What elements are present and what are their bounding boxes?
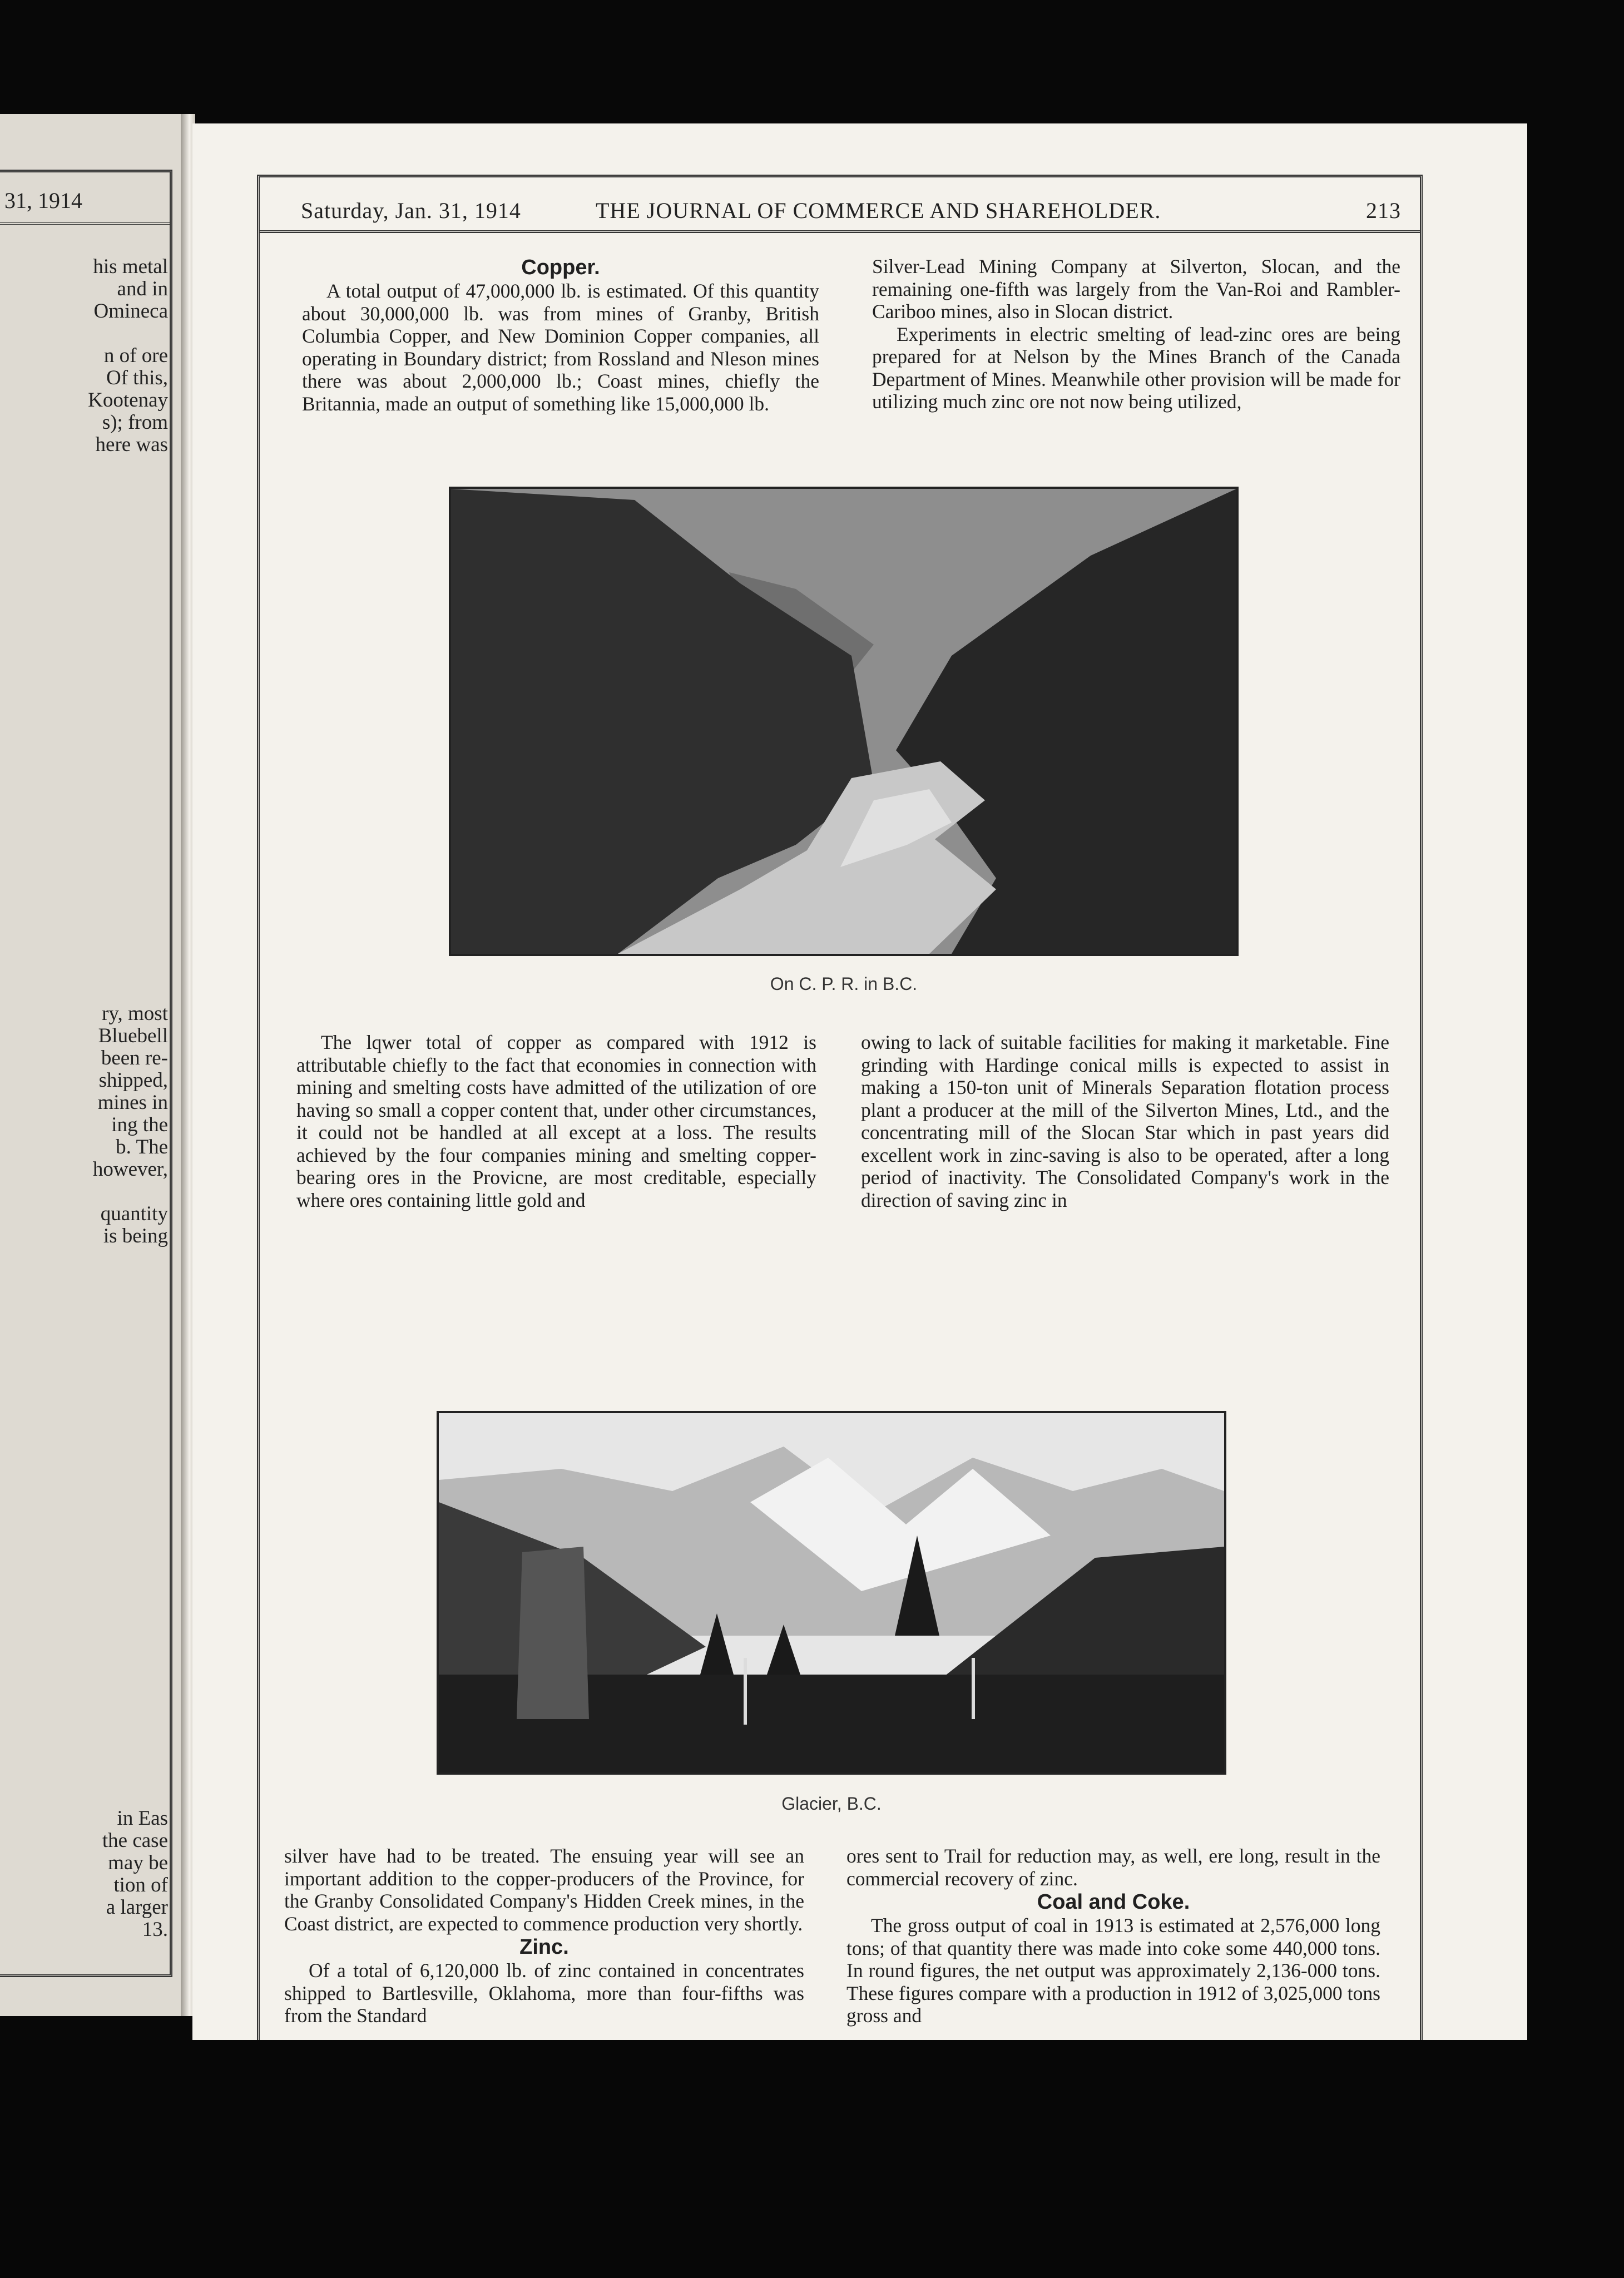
facing-page-line: in Eas bbox=[117, 1807, 168, 1830]
bottom-left-column bbox=[284, 1845, 804, 2027]
copper-heading: Copper. bbox=[521, 256, 600, 279]
facing-page-line: mines in bbox=[97, 1091, 168, 1114]
facing-page-line: is being bbox=[103, 1225, 168, 1247]
facing-page bbox=[0, 114, 192, 2016]
facing-page-line: tion of bbox=[113, 1874, 168, 1896]
facing-page-line: a larger bbox=[106, 1896, 168, 1919]
photo2-caption: Glacier, B.C. bbox=[781, 1794, 882, 1814]
facing-page-line: been re- bbox=[101, 1047, 168, 1069]
facing-page-line: Of this, bbox=[106, 367, 168, 389]
header-title: THE JOURNAL OF COMMERCE AND SHAREHOLDER. bbox=[596, 198, 1161, 223]
facing-page-line: n of ore bbox=[103, 344, 168, 367]
facing-page-line: shipped, bbox=[98, 1069, 168, 1092]
copper-continued-paragraph: The lqwer total of copper as compared with 1912 is attributable chiefly to the fact that economies in connection with mining and smelting costs have admitted of the utilization of ore having so small a copper content that, under other circumstances, it could not be handled at all except at a loss. The results achieved by the four companies mining and smelting copper-bearing ores in the Provicne, are most creditable, especially where ores containing little gold and bbox=[296, 1031, 816, 1211]
coal-paragraph: The gross output of coal in 1913 is estimated at 2,576,000 long tons; of that quantity there was made into coke some 440,000 tons. In round figures, the net output was approximately 2,136-000 tons. These figures compare with a production in 1912 of 3,025,000 tons gross and bbox=[846, 1914, 1380, 2027]
coal-heading: Coal and Coke. bbox=[1037, 1890, 1190, 1914]
facing-page-line: ry, most bbox=[102, 1002, 168, 1025]
zinc-paragraph: Of a total of 6,120,000 lb. of zinc contained in concentrates shipped to Bartlesville, Oklahoma, more than four-fifths was from the Standard bbox=[284, 1959, 804, 2027]
glacier-landscape-image bbox=[439, 1413, 1224, 1772]
zinc-end-paragraph: ores sent to Trail for reduction may, as well, ere long, result in the commercial recovery of zinc. bbox=[846, 1845, 1380, 1890]
zinc-continued bbox=[861, 1031, 1389, 1211]
facing-page-line: the case bbox=[102, 1829, 168, 1852]
journal-page bbox=[192, 123, 1527, 2040]
canyon-river-image bbox=[451, 489, 1236, 954]
running-header bbox=[260, 177, 1420, 233]
copper-paragraph: A total output of 47,000,000 lb. is estimated. Of this quantity about 30,000,000 lb. was from mines of Granby, British Columbia Copper, and New Dominion Copper companies, all operating in Boundary district; from Rossland and Nleson mines there was about 2,000,000 lb.; Coast mines, chiefly the Britannia, made an output of something like 15,000,000 lb. bbox=[302, 280, 819, 415]
facing-page-line: quantity bbox=[100, 1202, 168, 1225]
zinc-heading: Zinc. bbox=[519, 1935, 569, 1959]
photo1-caption: On C. P. R. in B.C. bbox=[770, 974, 918, 994]
smelting-paragraph: Experiments in electric smelting of lead-zinc ores are being prepared for at Nelson by the Mines Branch of the Canada Department of Mines. Meanwhile other provision will be made for utilizing much zinc ore not now being utilized, bbox=[872, 323, 1400, 413]
silver-lead-paragraph: Silver-Lead Mining Company at Silverton, Slocan, and the remaining one-fifth was largely from the Van-Roi and Rambler-Cariboo mines, also in Slocan district. bbox=[872, 255, 1400, 323]
header-date: Saturday, Jan. 31, 1914 bbox=[301, 198, 521, 223]
facing-page-line: Bluebell bbox=[98, 1024, 168, 1047]
facing-page-line: Kootenay bbox=[88, 389, 168, 412]
facing-page-rule bbox=[0, 222, 170, 225]
facing-page-line: ing the bbox=[111, 1113, 168, 1136]
page-frame bbox=[257, 175, 1423, 2101]
facing-page-line: may be bbox=[108, 1851, 168, 1874]
photo-cpr-canyon bbox=[449, 487, 1239, 956]
facing-page-line: however, bbox=[92, 1158, 168, 1181]
scan-background bbox=[0, 2040, 1624, 2278]
bottom-right-column bbox=[846, 1845, 1380, 2027]
silver-lead-section bbox=[872, 255, 1400, 413]
facing-page-line: here was bbox=[95, 433, 168, 456]
facing-page-line: 13. bbox=[142, 1918, 168, 1941]
facing-page-line: and in bbox=[117, 278, 168, 300]
facing-page-date: 31, 1914 bbox=[4, 188, 82, 213]
zinc-continued-paragraph: owing to lack of suitable facilities for making it marketable. Fine grinding with Hardinge conical mills is expected to assist in making a 150-ton unit of Minerals Separation flotation process plant a producer at the mill of the Silverton Mines, Ltd., and the concentrating mill of the Slocan Star which in past years did excellent work in zinc-saving is also to be operated, after a long period of inactivity. The Consolidated Company's work in the direction of saving zinc in bbox=[861, 1031, 1389, 1211]
copper-end-paragraph: silver have had to be treated. The ensuing year will see an important addition to the copper-producers of the Province, for the Granby Consolidated Company's Hidden Creek mines, in the Coast district, are expected to commence production very shortly. bbox=[284, 1845, 804, 1935]
facing-page-line: Omineca bbox=[93, 300, 168, 323]
page-number: 213 bbox=[1366, 198, 1401, 223]
copper-continued bbox=[296, 1031, 816, 1211]
facing-page-line: his metal bbox=[93, 255, 168, 278]
facing-page-line: s); from bbox=[102, 411, 168, 434]
photo-glacier bbox=[437, 1411, 1226, 1775]
copper-section bbox=[302, 255, 819, 415]
facing-page-line: b. The bbox=[116, 1136, 168, 1158]
